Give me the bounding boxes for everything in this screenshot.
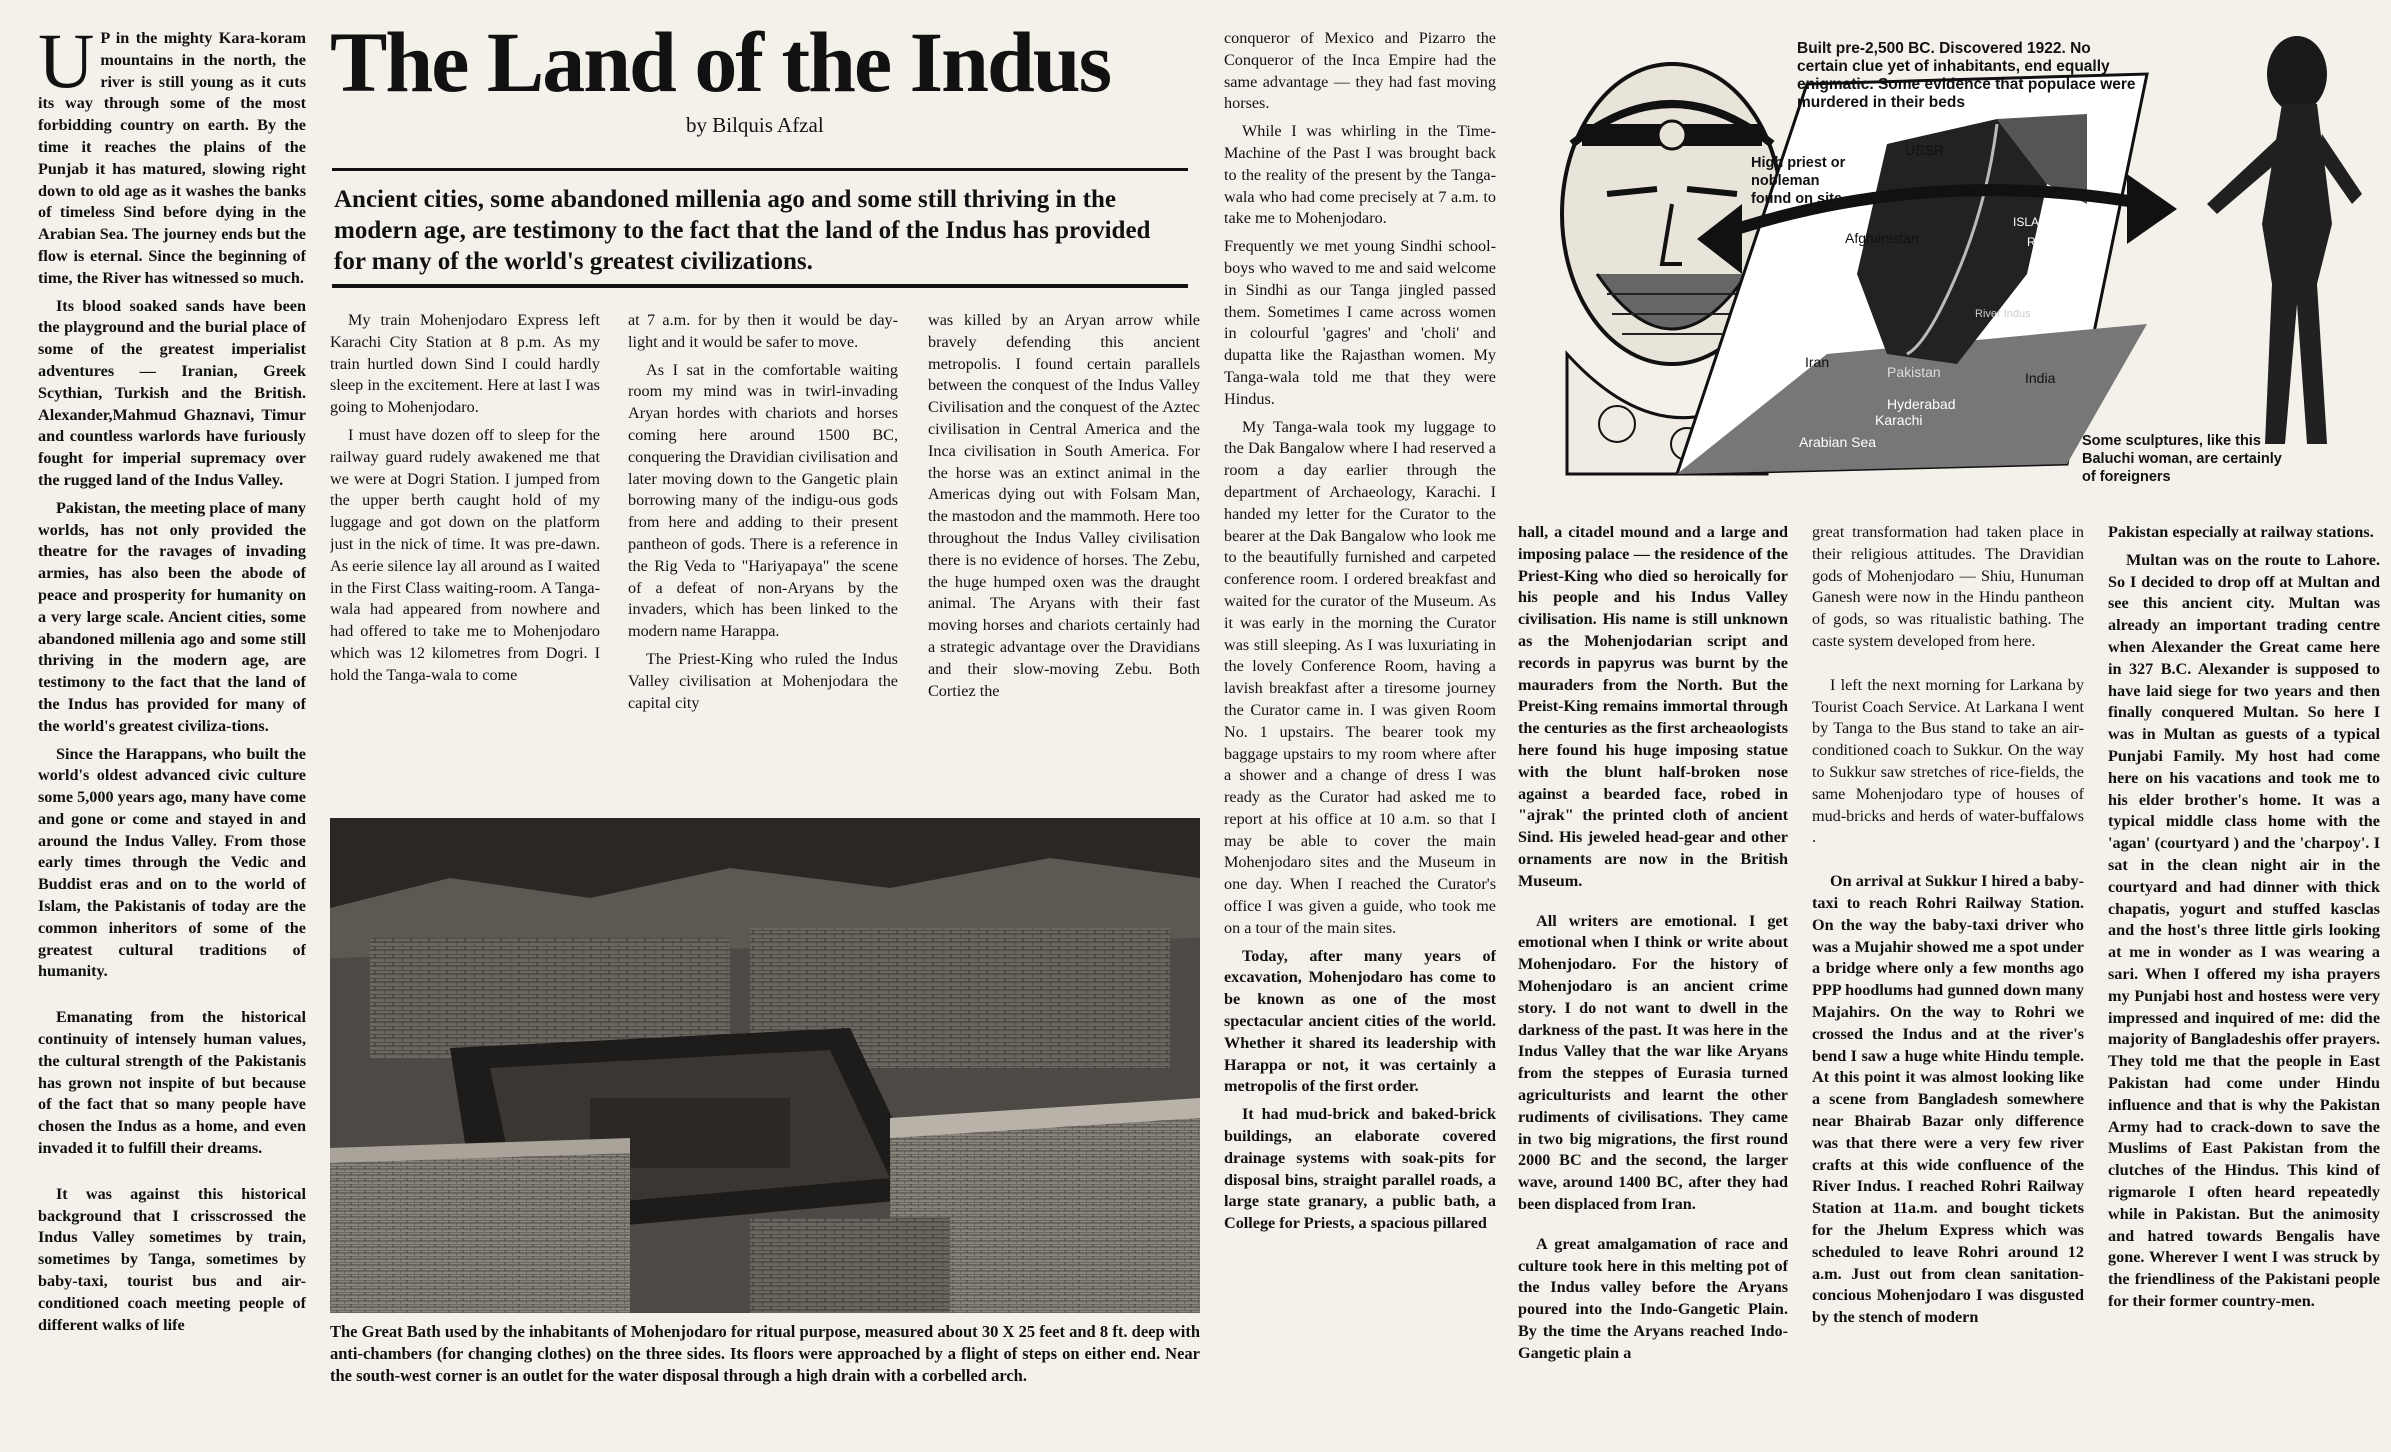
- paragraph: conqueror of Mexico and Pizarro the Conqueror of the Inca Empire had the same advantage — they had fast moving horses.: [1224, 29, 1496, 113]
- drop-cap: U: [38, 28, 95, 104]
- paragraph: All writers are emotional. I get emotional when I think or write about Mohenjodaro. For the history of Mohenjodaro is an ancient crime story. I do not want to dwell in the darkness of the past. It was here in the Indus Valley that the war like Aryans from the steppes of Eurasia turned agriculturists and learnt the other rudiments of civilisations. They came in two big migrations, the first round 2000 BC and the second, the larger wave, around 1400 BC, after they had been displaced from Iran.: [1518, 911, 1788, 1213]
- map-label-india: India: [2025, 370, 2056, 386]
- paragraph: P in the mighty Kara-koram mountains in the north, the river is still young as it cuts its way through some of the most forbidding country on earth. By the time it reaches the plains of the Punjab it has matured, slowing right down to old age as it washes the banks of timeless Sind before dying in the Arabian Sea. The journey ends but the flow is eternal. Since the beginning of time, the River has witnessed so much.: [38, 29, 306, 287]
- map-label-afghanistan: Afghanistan: [1845, 230, 1919, 246]
- illustration-panel: [1527, 24, 2383, 494]
- headline-rule-top: [332, 168, 1188, 171]
- paragraph: As I sat in the comfortable waiting room my mind was in twirl-invading Aryan hordes with chariots and horses coming here around 1500 BC, conquering the Dravidian civilisation and later moving down to the Gangetic plain borrowing many of the indigu-ous gods from here and adding to their present pantheon of gods. There is a reference in the Rig Veda to "Hariyapaya" the scene of a defeat of non-Aryans by the invaders, which has been linked to the modern name Harappa.: [628, 360, 898, 641]
- column-1: [38, 28, 306, 1448]
- paragraph: hall, a citadel mound and a large and imposing palace — the residence of the Priest-King who died so heroically for his people and his Indus Valley civilisation. His name is still unknown as the Mohenjodarian script and records in papyrus was burnt by the mauraders from the North. But the Preist-King remains immortal through the centuries as the first archeaologists here found his huge imposing statue with the blunt half-broken nose against a bearded face, robed in "ajrak" the printed cloth of ancient Sind. His jeweled head-gear and other ornaments are now in the British Museum.: [1518, 523, 1788, 890]
- paragraph: I must have dozen off to sleep for the railway guard rudely awakened me that we were at Dogri Station. I jumped from the upper berth caught hold of my luggage and got down on the platform just in the nick of time. It was pre-dawn. As eerie silence lay all around as I waited in the First Class waiting-room. A Tanga-wala had appeared from nowhere and had offered to take me to Mohenjodaro which was 12 kilometres from Dogri. I hold the Tanga-wala to come: [330, 425, 600, 684]
- paragraph: great transformation had taken place in their religious attitudes. The Dravidian gods of Mohenjodaro — Shiu, Hunuman Ganesh were now in the Hindu pantheon of gods, so was ritualistic bathing. The caste system developed from here.: [1812, 523, 2084, 650]
- paragraph: at 7 a.m. for by then it would be day-light and it would be safer to move.: [628, 311, 898, 351]
- paragraph: It had mud-brick and baked-brick buildings, an elaborate covered drainage systems with soak-pits for disposal bins, straight parallel roads, a large state granary, a public bath, a College for Priests, a spacious pillared: [1224, 1105, 1496, 1233]
- paragraph: was killed by an Aryan arrow while bravely defending this ancient metropolis. I found certain parallels between the conquest of the Indus Valley Civilisation and the conquest of the Aztec civilisation in Central America and the Inca civilisation in South America. For the horse was an extinct animal in the Americas dying out with Folsam Man, the mastodon and the mammoth. Here too throughout the Indus Valley civilisation there is no evidence of horses. The Zebu, the huge humped oxen was the draught animal. The Aryans with their fast moving horses and chariots certainly had a strategic advantage over the Dravidians and their slow-moving Zebu. Both Cortiez the: [928, 311, 1200, 700]
- headline: The Land of the Indus: [330, 14, 1111, 110]
- paragraph: On arrival at Sukkur I hired a baby-taxi to reach Rohri Railway Station. On the way the baby-taxi driver who was a Mujahir showed me a spot under a bridge where only a few months ago PPP hoodlums had gunned down many Majahirs. On the way to Rohri we crossed the Indus and at the river's bend I saw a huge white Hindu temple. At this point it was almost looking like a scene from Bangladesh somewhere near Bhairab Bazar only difference was that there were a very few river crafts at this wide confluence of the River Indus. I reached Rohri Railway Station at 11a.m. and bought tickets for the Jhelum Express which was scheduled to leave Rohri around 12 a.m. Just out from clean sanitation-concious Mohenjodaro I was disgusted by the stench of modern: [1812, 872, 2084, 1327]
- paragraph: My Tanga-wala took my luggage to the Dak Bangalow where I had reserved a room a day earlier through the department of Archaeology, Karachi. I handed my letter for the Curator to the bearer at the Dak Bangalow who look me to the beautifully furnished and carpeted conference room. I ordered breakfast and waited for the curator of the Museum. As it was early in the morning the Curator was still sleeping. As I was luxuriating in the lovely Conference Room, having a lavish breakfast after a tiresome journey the Curator came in. I was given Room No. 1 upstairs. The bearer took my baggage upstairs to my room where after a shower and a change of dress I was ready as the Curator had asked me to report at his office at 10 a.m. so that I may be able to cover the main Mohenjodaro sites and the Museum in one day. When I reached the Curator's office I was given a guide, who took me on a tour of the main sites.: [1224, 417, 1496, 937]
- great-bath-photo: [330, 818, 1200, 1313]
- paragraph: Frequently we met young Sindhi school-boys who waved to me and said welcome in Sindhi as our Tanga jingled passed them. Sometimes I came across women in colourful 'gagres' and 'choli' and dupatta like the Rajasthan women. My Tanga-wala told me that they were Hindus.: [1224, 237, 1496, 408]
- column-8: [2108, 522, 2380, 1448]
- paragraph: It was against this historical background that I crisscrossed the Indus Valley sometimes by train, sometimes by Tanga, sometimes by baby-taxi, tourist bus and air-conditioned coach meeting people of different walks of life: [38, 1184, 306, 1334]
- paragraph: A great amalgamation of race and culture took here in this melting pot of the Indus valley before the Aryans poured into the Indo-Gangetic Plain. By the time the Aryans reached Indo-Gangetic plain a: [1518, 1234, 1788, 1362]
- paragraph: Since the Harappans, who built the world's oldest advanced civic culture some 5,000 years ago, many have come and gone or come and stayed in and around the Indus Valley. From those early times through the Vedic and Buddist eras and on to the world of Islam, the Pakistanis of today are the common inheritors of some of the greatest cultural traditions of humanity.: [38, 744, 306, 981]
- map-label-pakistan: Pakistan: [1887, 364, 1941, 380]
- map-label-sea: Arabian Sea: [1799, 434, 1877, 450]
- map-label-hyderabad: Hyderabad: [1887, 396, 1956, 412]
- paragraph: Emanating from the historical continuity of intensely human values, the cultural strength of the Pakistanis has grown not inspite of but because of the fact that so many people have chosen the Indus as a home, and even invaded it to fulfill their dreams.: [38, 1008, 306, 1158]
- sculpture-label: Some sculptures, like this Baluchi woman, are certainly of foreigners: [2082, 433, 2282, 485]
- photo-caption: The Great Bath used by the inhabitants of Mohenjodaro for ritual purpose, measured about 30 X 25 feet and 8 ft. deep with anti-chambers (for changing clothes) on the three sides. Its floors were approached by a flight of steps on either end. Near the south-west corner is an outlet for the water disposal through a high drain with a corbelled arch.: [330, 1322, 1200, 1385]
- headline-rule-bottom: [332, 284, 1188, 288]
- column-4: [928, 310, 1200, 810]
- map-label-lahore: Lahore: [2035, 276, 2079, 292]
- column-5: [1224, 28, 1496, 1448]
- paragraph: My train Mohenjodaro Express left Karachi City Station at 8 p.m. As my train hurtled down Sind I could hardly sleep in the excitement. Here at last I was going to Mohenjodaro.: [330, 311, 600, 417]
- column-7: [1812, 522, 2084, 1448]
- paragraph: I left the next morning for Larkana by Tourist Coach Service. At Larkana I went by Tanga to the Bus stand to take an air-conditioned coach to Sukkur. On the way to Sukkur saw stretches of rice-fields, the same Mohenjodaro type of houses of mud-bricks and herds of water-buffalows .: [1812, 675, 2084, 847]
- byline: by Bilquis Afzal: [686, 113, 824, 137]
- paragraph: Pakistan especially at railway stations.: [2108, 523, 2374, 541]
- paragraph: While I was whirling in the Time-Machine of the Past I was brought back to the reality of the present by the Tanga-wala who had come precisely at 7 a.m. to take me to Mohenjodaro.: [1224, 122, 1496, 228]
- baluchi-woman-sculpture: [2207, 36, 2362, 444]
- paragraph: Pakistan, the meeting place of many worlds, has not only provided the theatre for the ravages of invading armies, has also been the abode of peace and prosperity for humanity on a very large scale. Ancient cities, some abandoned millenia ago and some still thriving in the modern age, are testimony to the fact that the land of the Indus has provided for many of the world's greatest civiliza-tions.: [38, 498, 306, 735]
- priest-label: High priest or nobleman found on site: [1751, 155, 1846, 207]
- column-3: [628, 310, 898, 810]
- map-label-karachi: Karachi: [1875, 412, 1923, 428]
- map-label-river: River Indus: [1975, 308, 2031, 320]
- map-label-rawalpindi: Rawalpindi: [2027, 235, 2086, 249]
- top-caption: Built pre-2,500 BC. Discovered 1922. No certain clue yet of inhabitants, end equally enigmatic. Some evidence that populace were murdered in their beds: [1797, 40, 2136, 111]
- paragraph: Its blood soaked sands have been the playground and the burial place of some of the greatest imperialist adventures — Iranian, Greek Scythian, Turkish and the British. Alexander,Mahmud Ghaznavi, Timur and countless warlords have furiously fought for imperial supremacy over the rugged land of the Indus Valley.: [38, 296, 306, 489]
- column-6: [1518, 522, 1788, 1448]
- map-label-islamabad: ISLAMABAD: [2013, 215, 2082, 229]
- paragraph: Today, after many years of excavation, Mohenjodaro has come to be known as one of the most spectacular ancient cities of the world. Whether it shared its leadership with Harappa or not, it was certainly a metropolis of the first order.: [1224, 946, 1496, 1096]
- map-label-ussr: USSR: [1905, 142, 1944, 158]
- deck: Ancient cities, some abandoned millenia ago and some still thriving in the modern age, are testimony to the fact that the land of the Indus has provided for many of the world's greatest civilizations.: [334, 186, 1151, 275]
- excavation-image: [330, 818, 1200, 1313]
- paragraph: Multan was on the route to Lahore. So I decided to drop off at Multan and see this ancient city. Multan was already an important trading centre when Alexander the Great came here in 327 B.C. Alexander is supposed to have laid siege for two years and then finally conquered Multan. So here I was in Multan as guests of a typical Punjabi Family. My host had come here on his vacations and took me to his elder brother's home. It was a typical middle class home with the 'agan' (courtyard ) and the 'charpoy'. I sat in the clean night air in the courtyard and had dinner with thick chapatis, yogurt and stuffed kasclas and the host's three little girls looking at me in wonder as I was wearing a sari. When I offered my isha prayers my Punjabi host and hostess were very impressed and inquired of me: did the majority of Bangladeshis offer prayers. They told me that the people in East Pakistan had come under Hindu influence and that is why the Pakistan Army had to crack-down to save the Muslims of East Pakistan from the clutches of the Hindus. This kind of rigmarole I often heard repeatedly while in Pakistan. But the animosity and hatred towards Bengalis have gone. Wherever I went I was struck by the friendliness of the Pakistani people for their former country-men.: [2108, 550, 2380, 1310]
- map-label-iran: Iran: [1805, 354, 1830, 370]
- paragraph: The Priest-King who ruled the Indus Valley civilisation at Mohenjodara the capital city: [628, 649, 898, 712]
- column-2: [330, 310, 600, 810]
